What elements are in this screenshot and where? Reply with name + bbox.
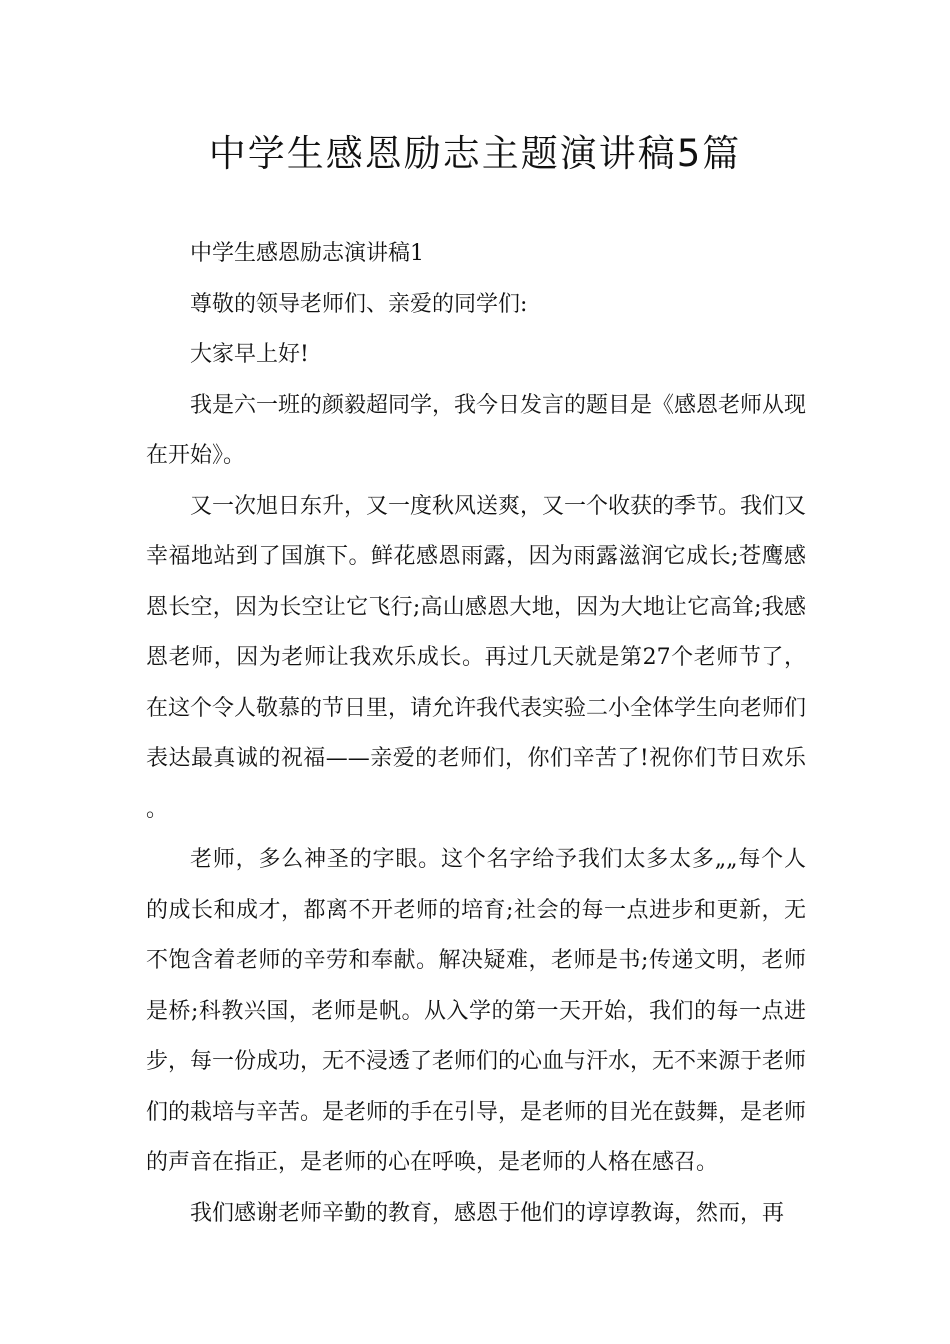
body-paragraph: 我们感谢老师辛勤的教育，感恩于他们的谆谆教诲，然而，再 xyxy=(190,1200,785,1226)
body-paragraph: 又一次旭日东升，又一度秋风送爽，又一个收获的季节。我们又幸福地站到了国旗下。鲜花感恩雨露，因为雨露滋润它成长;苍鹰感恩长空，因为长空让它飞行;高山感恩大地，因为大地让它高耸;我感恩老师，因为老师让我欢乐成长。再过几天就是第27个老师节了，在这个令人敬慕的节日里，请允许我代表实验二小全体学生向老师们表达最真诚的祝福——亲爱的老师们，你们辛苦了!祝你们节日欢乐 。 xyxy=(146,493,807,822)
speech-heading: 中学生感恩励志演讲稿1 xyxy=(190,241,424,266)
document-title: 中学生感恩励志主题演讲稿5篇 xyxy=(208,132,742,175)
body-paragraph: 我是六一班的颜毅超同学，我今日发言的题目是《感恩老师从现在开始》。 xyxy=(146,392,807,468)
salutation: 尊敬的领导老师们、亲爱的同学们: xyxy=(190,291,528,317)
greeting: 大家早上好! xyxy=(190,342,309,367)
body-paragraph: 老师，多么神圣的字眼。这个名字给予我们太多太多„„每个人的成长和成才，都离不开老师的培育;社会的每一点进步和更新，无不饱含着老师的辛劳和奉献。解决疑难，老师是书;传递文明，老师是桥;科教兴国，老师是帆。从入学的第一天开始，我们的每一点进步，每一份成功，无不浸透了老师们的心血与汗水，无不来源于老师们的栽培与辛苦。是老师的手在引导，是老师的目光在鼓舞，是老师的声音在指正，是老师的心在呼唤，是老师的人格在感召。 xyxy=(146,847,807,1175)
document-body xyxy=(146,229,806,1239)
